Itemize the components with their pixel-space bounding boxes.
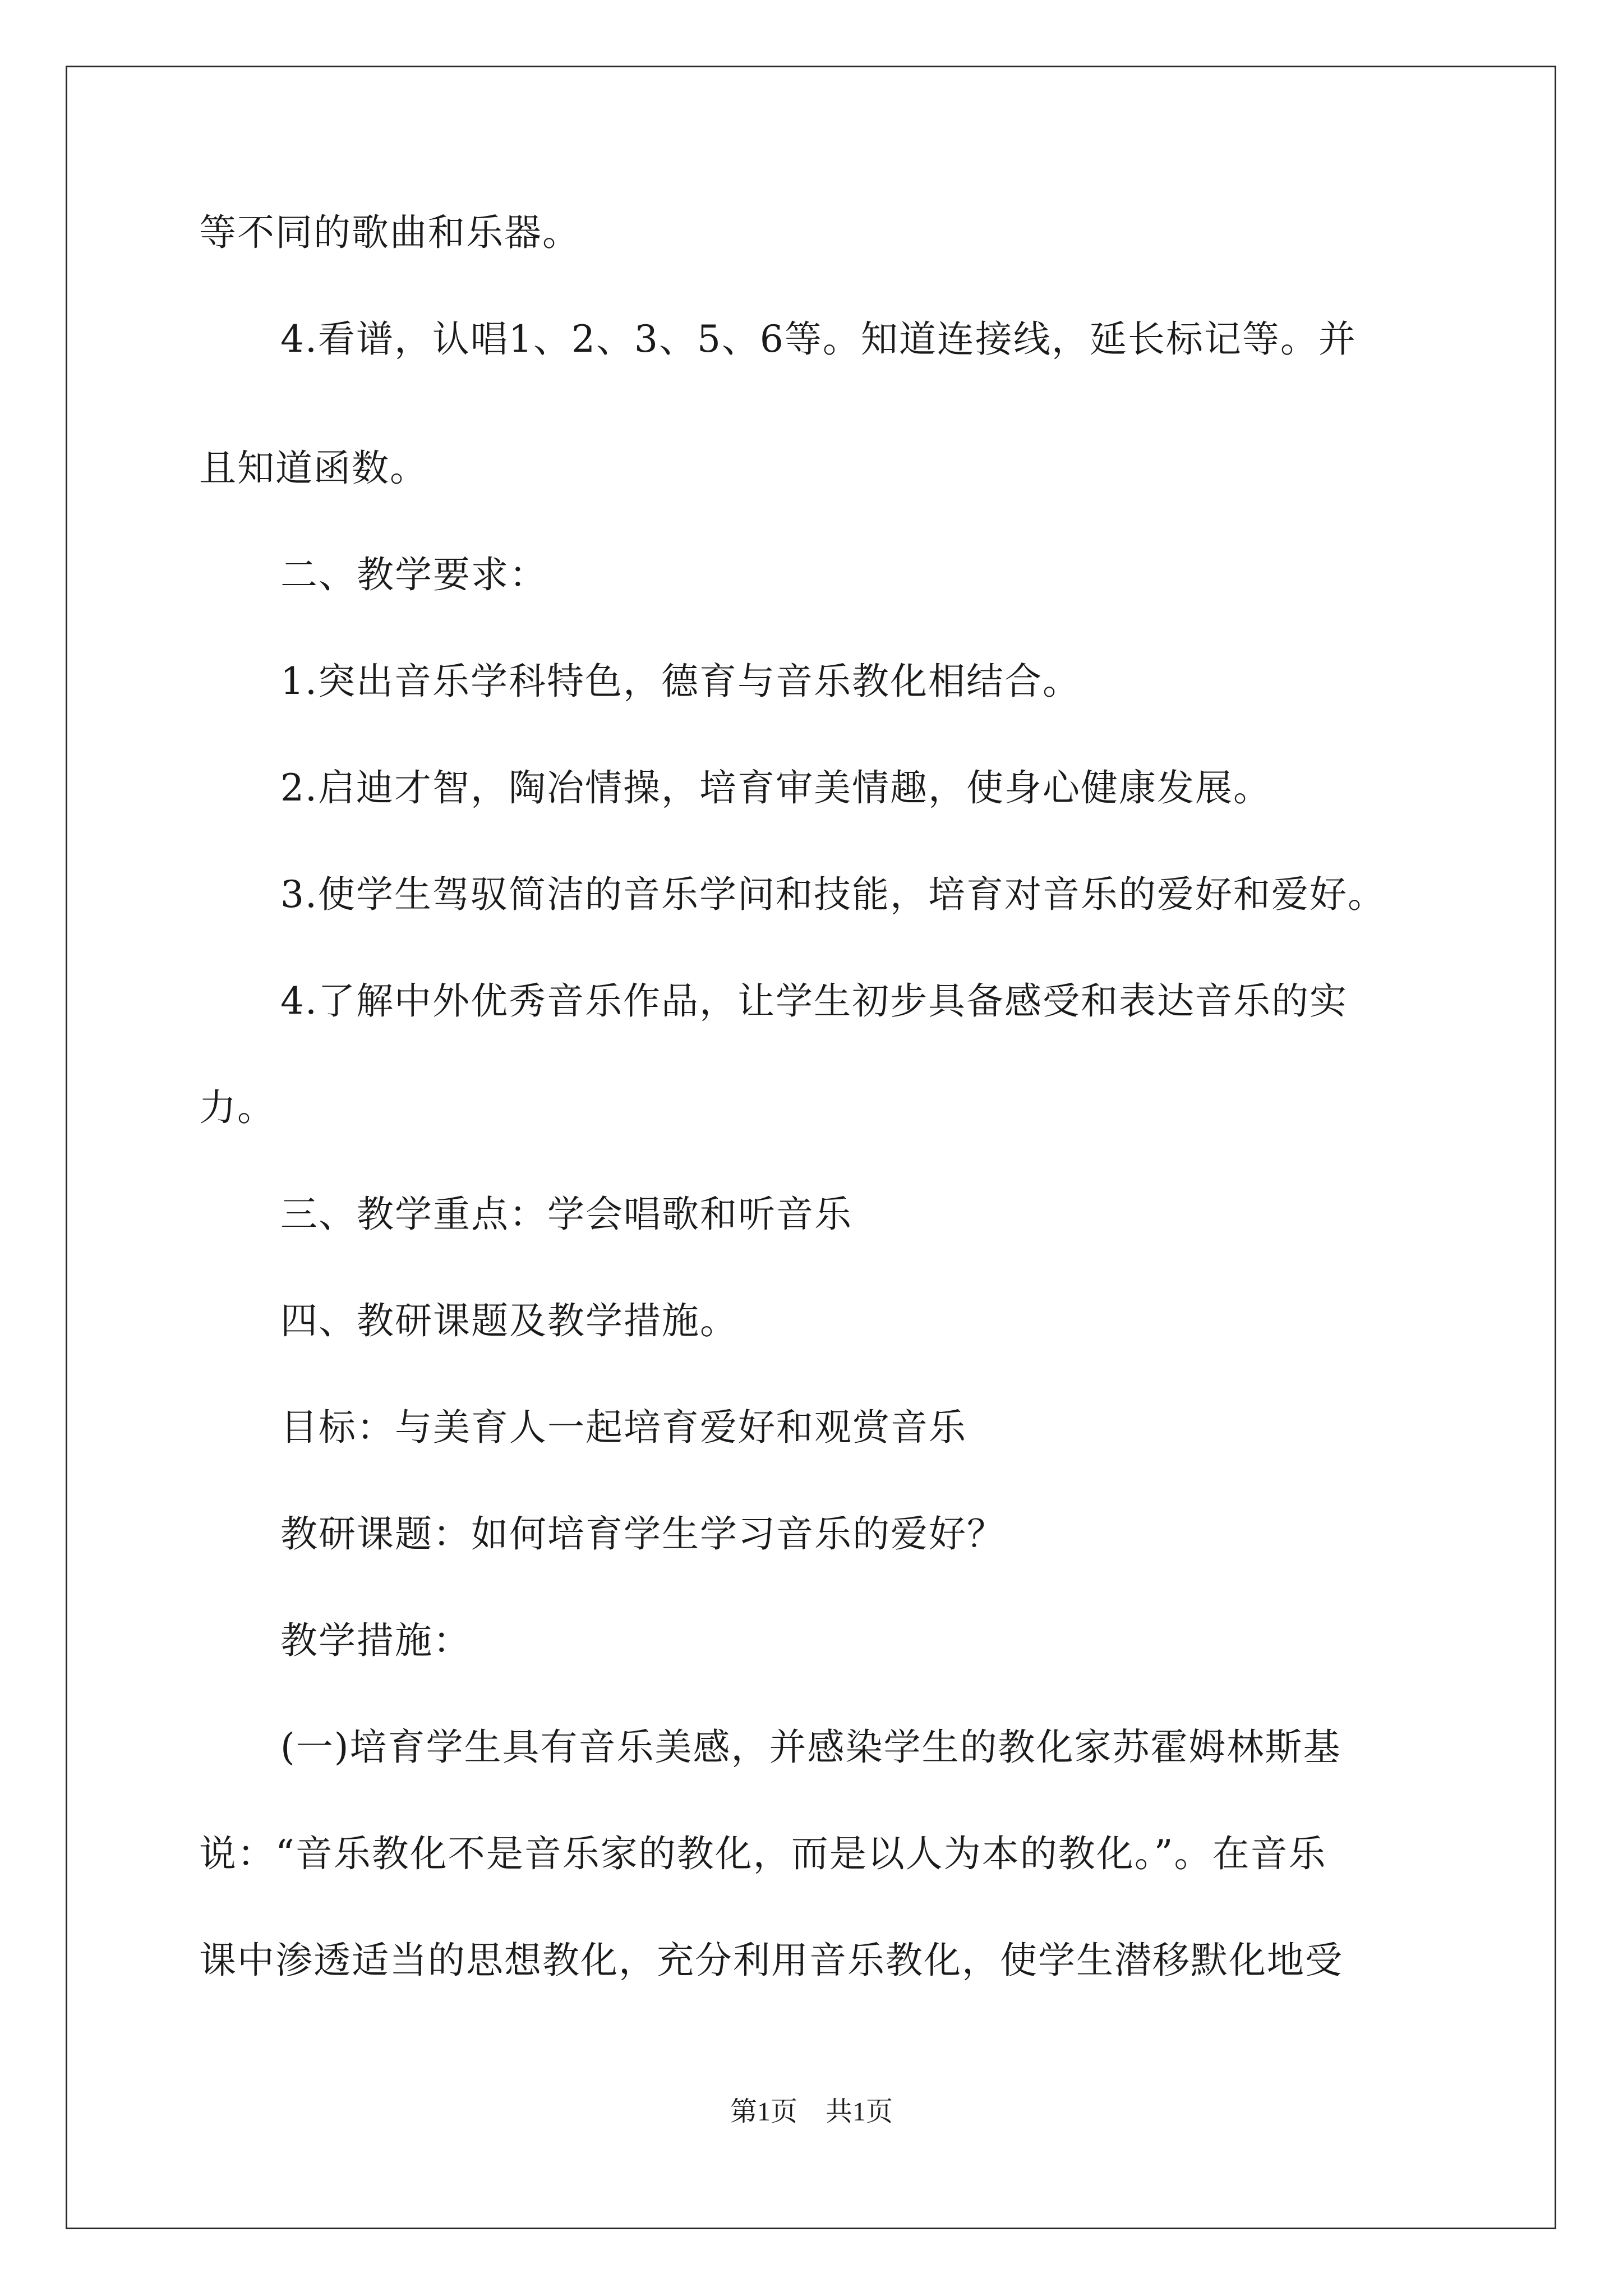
text-line: 课中渗透适当的思想教化，充分利用音乐教化，使学生潜移默化地受	[199, 1939, 1343, 1982]
text-line: 1.突出音乐学科特色，德育与音乐教化相结合。	[280, 660, 1081, 703]
section-heading: 二、教学要求：	[280, 553, 547, 596]
text-line: 说：“音乐教化不是音乐家的教化，而是以人为本的教化。”。在音乐	[199, 1832, 1327, 1875]
page-border	[66, 66, 1556, 2229]
text-line: (一)培育学生具有音乐美感，并感染学生的教化家苏霍姆林斯基	[280, 1726, 1341, 1769]
text-line: 3.使学生驾驭简洁的音乐学问和技能，培育对音乐的爱好和爱好。	[280, 873, 1386, 916]
text-line: 4.了解中外优秀音乐作品，让学生初步具备感受和表达音乐的实	[280, 979, 1348, 1023]
section-heading: 四、教研课题及教学措施。	[280, 1299, 738, 1342]
text-line: 等不同的歌曲和乐器。	[199, 211, 580, 254]
text-line: 且知道函数。	[199, 447, 428, 490]
page-footer	[0, 2095, 1623, 2129]
text-line: 4.看谱，认唱1、2、3、5、6等。知道连接线，延长标记等。并	[280, 318, 1357, 361]
page-number: 第1页	[730, 2097, 797, 2127]
text-line: 目标：与美育人一起培育爱好和观赏音乐	[280, 1406, 967, 1449]
page-total: 共1页	[826, 2097, 893, 2127]
section-heading: 三、教学重点：学会唱歌和听音乐	[280, 1193, 852, 1236]
text-line: 2.启迪才智，陶冶情操，培育审美情趣，使身心健康发展。	[280, 766, 1271, 809]
text-line: 力。	[199, 1086, 275, 1129]
text-line: 教学措施：	[280, 1619, 471, 1662]
text-line: 教研课题：如何培育学生学习音乐的爱好？	[280, 1512, 1005, 1556]
